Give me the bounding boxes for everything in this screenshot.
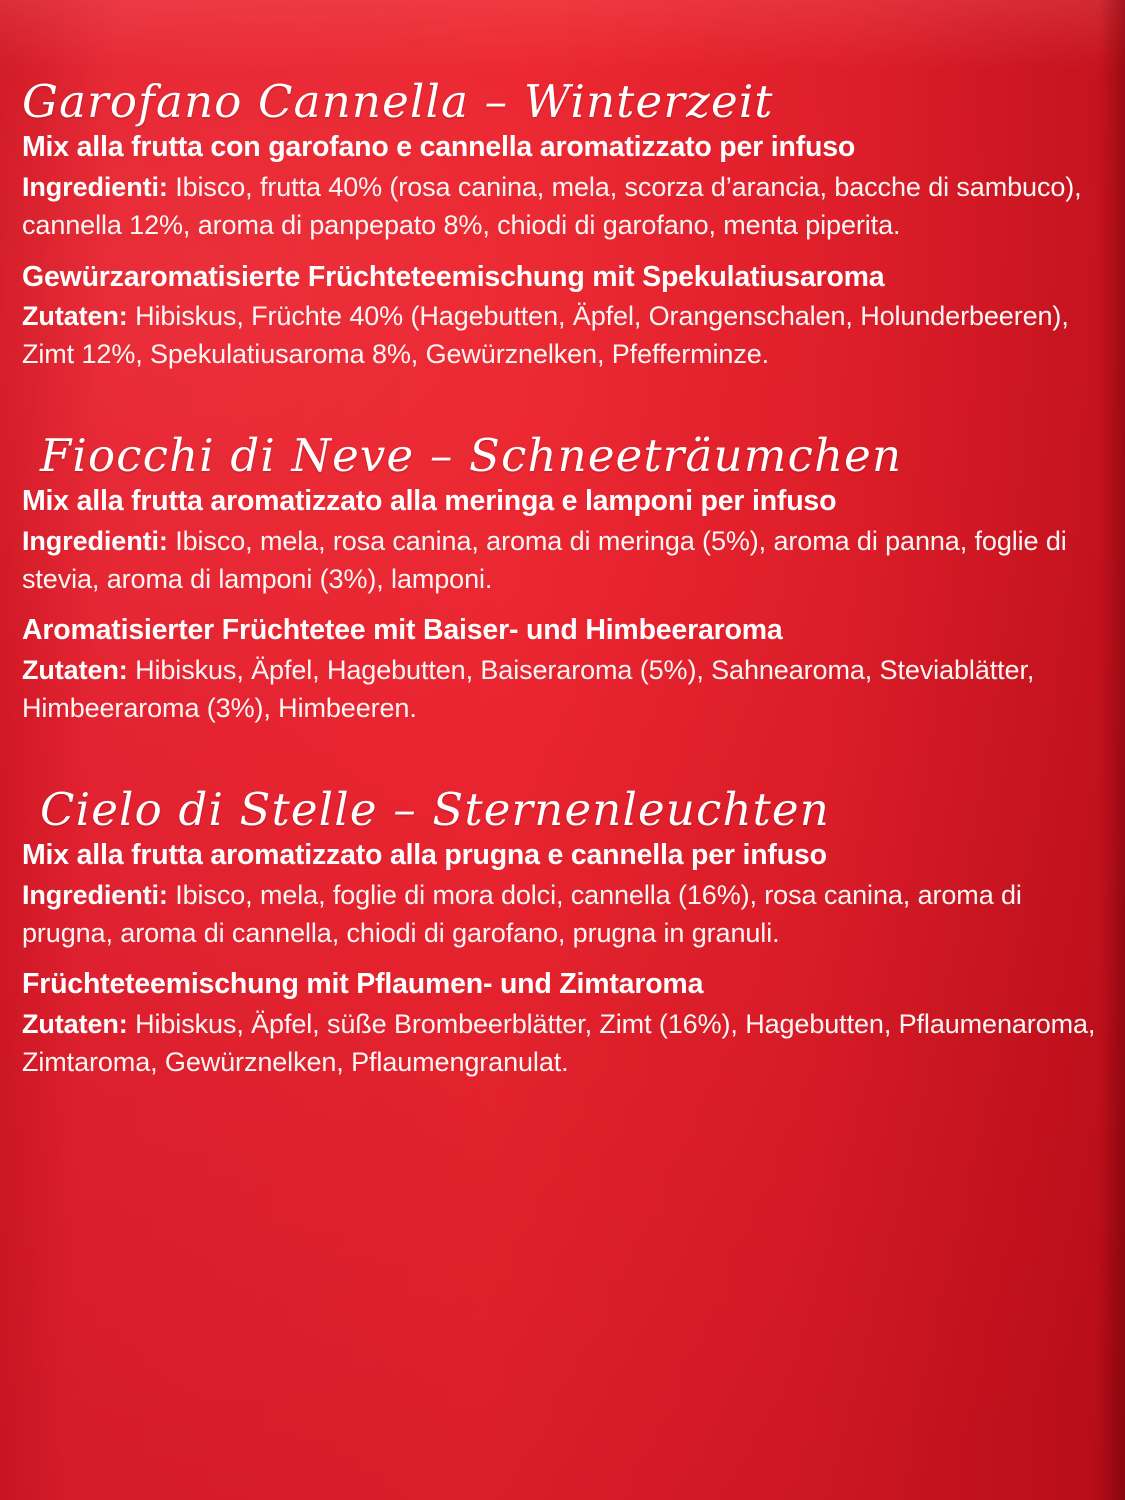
description-italian	[22, 839, 1097, 952]
ingredients-text-german: Hibiskus, Äpfel, süße Brombeerblätter, Zimt (16%), Hagebutten, Pflaumenaroma, Zimtaroma, Gewürznelken, Pflaumengranulat.	[22, 1008, 1096, 1078]
flavour-name-heading: Garofano Cannella – Winterzeit	[22, 75, 774, 128]
product-subtitle-italian: Mix alla frutta aromatizzato alla meringa e lamponi per infuso	[22, 485, 837, 518]
description-german	[22, 261, 1097, 374]
tea-variety-block	[22, 428, 1097, 728]
ingredients-label-german: Zutaten:	[22, 1008, 128, 1039]
ingredients-label-italian: Ingredienti:	[22, 171, 168, 202]
ingredients-list-italian	[22, 876, 1097, 953]
ingredients-label-german: Zutaten:	[22, 654, 128, 685]
ingredients-list-italian	[22, 522, 1097, 599]
product-subtitle-german: Gewürzaromatisierte Früchteteemischung mit Spekulatiusaroma	[22, 260, 885, 293]
ingredients-text-italian: Ibisco, mela, rosa canina, aroma di meringa (5%), aroma di panna, foglie di stevia, aroma di lamponi (3%), lamponi.	[22, 525, 1067, 595]
ingredients-label-italian: Ingredienti:	[22, 879, 168, 910]
flavour-name-heading: Fiocchi di Neve – Schneeträumchen	[40, 428, 903, 482]
flavour-name-heading: Cielo di Stelle – Sternenleuchten	[40, 782, 830, 836]
description-german	[22, 968, 1097, 1081]
ingredients-text-italian: Ibisco, frutta 40% (rosa canina, mela, scorza d’arancia, bacche di sambuco), cannella 12%, aroma di panpepato 8%, chiodi di garofano, menta piperita.	[22, 171, 1082, 241]
ingredients-text-german: Hibiskus, Äpfel, Hagebutten, Baiseraroma (5%), Sahnearoma, Steviablätter, Himbeeraroma (3%), Himbeeren.	[22, 654, 1035, 724]
product-subtitle-italian: Mix alla frutta aromatizzato alla prugna e cannella per infuso	[22, 838, 827, 871]
ingredients-list-german	[22, 1005, 1097, 1082]
description-german	[22, 614, 1097, 727]
tea-variety-block	[22, 782, 1097, 1082]
ingredients-list-german	[22, 651, 1097, 728]
description-italian	[22, 131, 1097, 244]
ingredients-text-german: Hibiskus, Früchte 40% (Hagebutten, Äpfel, Orangenschalen, Holunderbeeren), Zimt 12%, Spekulatiusaroma 8%, Gewürznelken, Pfefferminze.	[22, 301, 1069, 370]
product-subtitle-italian: Mix alla frutta con garofano e cannella aromatizzato per infuso	[22, 131, 856, 164]
ingredients-list-italian	[22, 168, 1097, 245]
tea-variety-block	[22, 75, 1097, 374]
product-subtitle-german: Aromatisierter Früchtetee mit Baiser- und Himbeeraroma	[22, 614, 783, 647]
ingredients-label-german: Zutaten:	[22, 301, 128, 332]
ingredients-list-german	[22, 297, 1097, 374]
product-subtitle-german: Früchteteemischung mit Pflaumen- und Zimtaroma	[22, 968, 704, 1001]
ingredients-text-italian: Ibisco, mela, foglie di mora dolci, cannella (16%), rosa canina, aroma di prugna, aroma di cannella, chiodi di garofano, prugna in granuli.	[22, 879, 1022, 948]
ingredients-label-italian: Ingredienti:	[22, 525, 168, 556]
description-italian	[22, 485, 1097, 598]
